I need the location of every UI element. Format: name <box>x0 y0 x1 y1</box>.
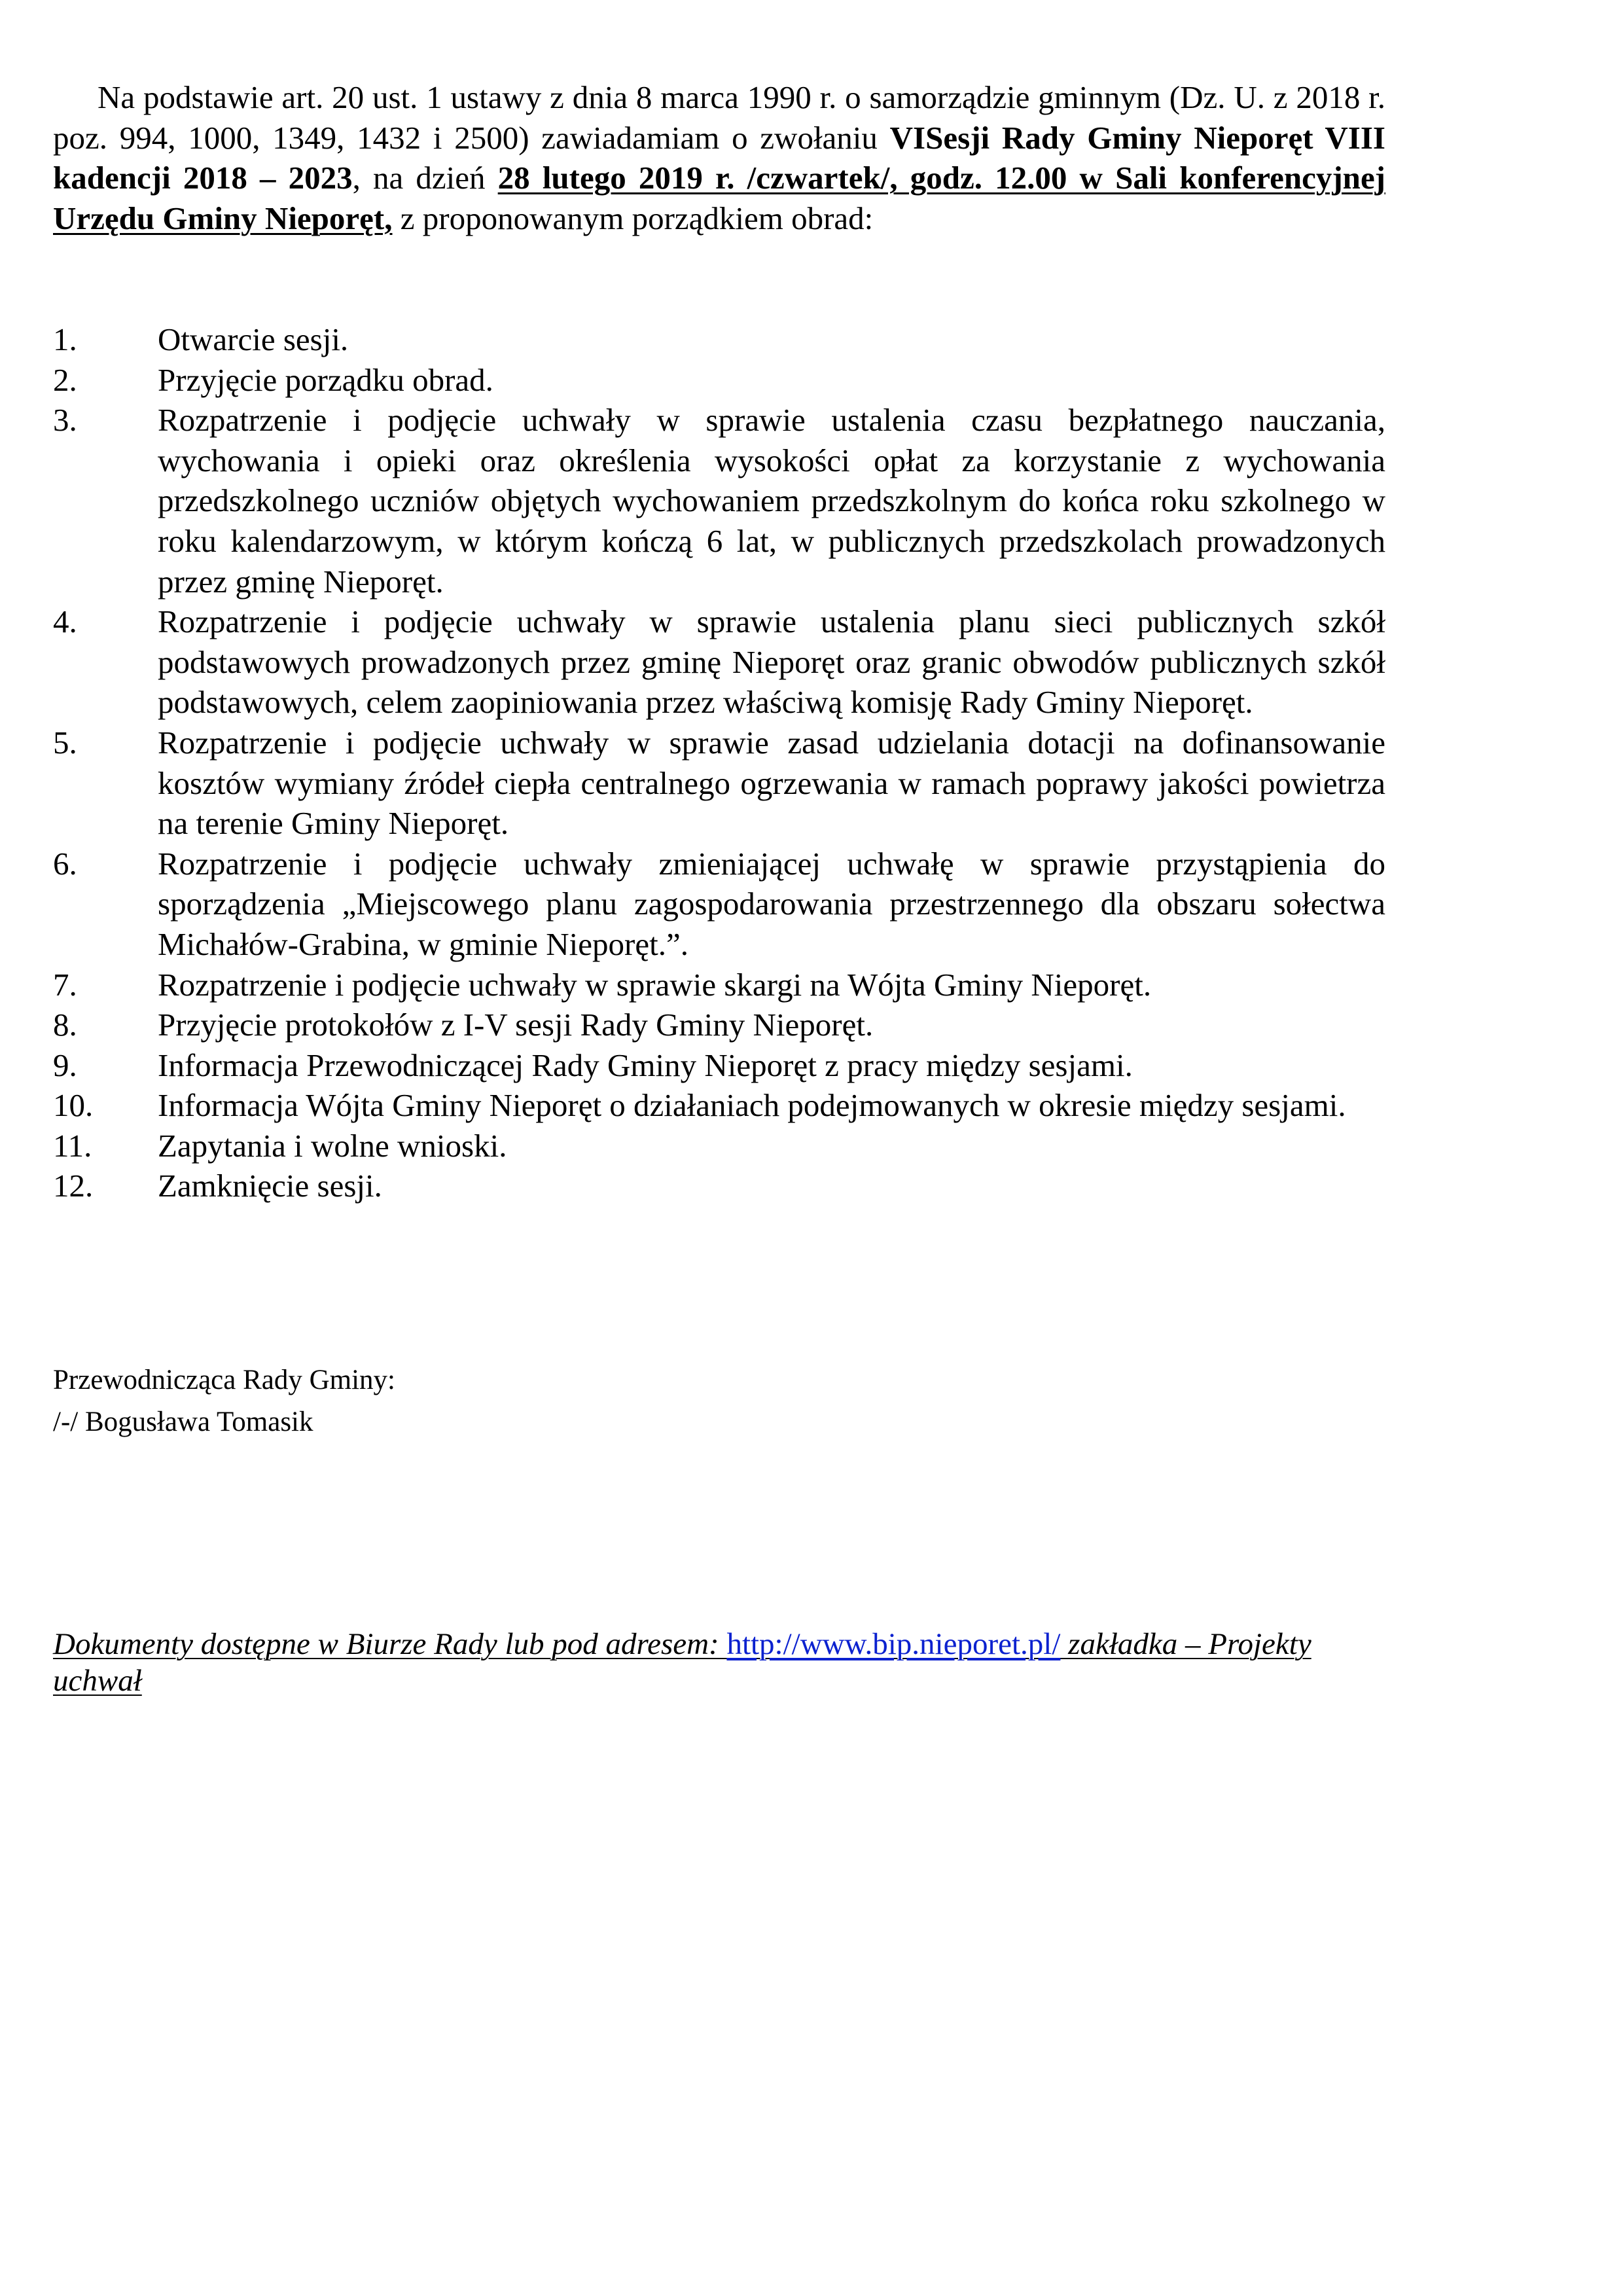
agenda-item-number: 11. <box>53 1127 92 1164</box>
intro-paragraph <box>53 77 1385 238</box>
agenda-item-text: Informacja Przewodniczącej Rady Gminy Nieporęt z pracy między sesjami. <box>158 1047 1133 1083</box>
agenda-item <box>53 319 1385 360</box>
agenda-item-number: 9. <box>53 1047 77 1083</box>
agenda-item-number: 5. <box>53 724 77 761</box>
agenda-item-text: Informacja Wójta Gminy Nieporęt o działaniach podejmowanych w okresie między sesjami. <box>158 1087 1346 1124</box>
agenda-list <box>53 319 1385 1206</box>
signature-block <box>53 1359 395 1443</box>
agenda-item-number: 6. <box>53 845 77 882</box>
agenda-item-text: Rozpatrzenie i podjęcie uchwały w sprawie ustalenia planu sieci publicznych szkół podstawowych prowadzonych przez gminę Nieporęt oraz granic obwodów publicznych szkół podstawowych, celem zaopiniowania przez właściwą komisję Rady Gminy Nieporęt. <box>158 603 1385 721</box>
intro-text-1: Na podstawie art. 20 ust. 1 ustawy z dnia 8 marca 1990 r. o samorządzie gminnym (Dz. U. z 2018 r. poz. 994, 1000, 1349, 1432 i 2500) zawiadamiam o zwołaniu <box>53 79 1385 156</box>
agenda-item-number: 1. <box>53 321 77 357</box>
agenda-item <box>53 1126 1385 1166</box>
agenda-item <box>53 1085 1385 1126</box>
agenda-item <box>53 1166 1385 1206</box>
footer-prefix: Dokumenty dostępne w Biurze Rady lub pod adresem: <box>53 1627 727 1661</box>
signature-role: Przewodnicząca Rady Gminy: <box>53 1365 395 1395</box>
agenda-item <box>53 844 1385 965</box>
agenda-item <box>53 1005 1385 1045</box>
session-title: Sesji Rady Gminy Nieporęt VIII kadencji 2018 – 2023 <box>53 119 1385 196</box>
agenda-item-number: 12. <box>53 1168 94 1204</box>
intro-text-2: , na dzień <box>352 160 498 196</box>
agenda-item-text: Rozpatrzenie i podjęcie uchwały zmieniającej uchwałę w sprawie przystąpienia do sporządzenia „Miejscowego planu zagospodarowania przestrzennego dla obszaru sołectwa Michałów-Grabina, w gminie Nieporęt.”. <box>158 845 1385 962</box>
agenda-item-text: Rozpatrzenie i podjęcie uchwały w sprawie skargi na Wójta Gminy Nieporęt. <box>158 966 1152 1003</box>
intro-text-3: z proponowanym porządkiem obrad: <box>392 200 874 236</box>
agenda-item <box>53 965 1385 1005</box>
agenda-item-number: 10. <box>53 1087 94 1124</box>
session-number: VI <box>889 119 926 156</box>
footer-note <box>53 1626 1385 1699</box>
agenda-item-text: Otwarcie sesji. <box>158 321 349 357</box>
agenda-item-number: 8. <box>53 1007 77 1043</box>
session-date-place: 28 lutego 2019 r. /czwartek/, godz. 12.00 w Sali konferencyjnej Urzędu Gminy Nieporęt, <box>53 160 1386 236</box>
agenda-item <box>53 400 1385 601</box>
agenda-item-text: Rozpatrzenie i podjęcie uchwały w sprawie zasad udzielania dotacji na dofinansowanie kosztów wymiany źródeł ciepła centralnego ogrzewania w ramach poprawy jakości powietrza na terenie Gminy Nieporęt. <box>158 724 1385 842</box>
bip-link[interactable]: http://www.bip.nieporet.pl/ <box>726 1627 1061 1661</box>
agenda-item-text: Zamknięcie sesji. <box>158 1168 382 1204</box>
agenda-item <box>53 360 1385 401</box>
agenda-item-number: 2. <box>53 361 77 398</box>
footer-suffix: zakładka – Projekty uchwał <box>53 1627 1311 1698</box>
agenda-item <box>53 1045 1385 1086</box>
agenda-item-text: Zapytania i wolne wnioski. <box>158 1127 507 1164</box>
agenda-item-text: Przyjęcie porządku obrad. <box>158 361 493 398</box>
agenda-item-number: 3. <box>53 402 77 439</box>
agenda-item-text: Przyjęcie protokołów z I-V sesji Rady Gminy Nieporęt. <box>158 1007 874 1043</box>
agenda-item <box>53 601 1385 723</box>
agenda-item-number: 7. <box>53 966 77 1003</box>
agenda-item <box>53 723 1385 844</box>
signature-name: /-/ Bogusława Tomasik <box>53 1407 313 1437</box>
agenda-item-text: Rozpatrzenie i podjęcie uchwały w sprawie ustalenia czasu bezpłatnego nauczania, wychowania i opieki oraz określenia wysokości opłat za korzystanie z wychowania przedszkolnego uczniów objętych wychowaniem przedszkolnym do końca roku szkolnego w roku kalendarzowym, w którym kończą 6 lat, w publicznych przedszkolach prowadzonych przez gminę Nieporęt. <box>158 402 1385 600</box>
agenda-item-number: 4. <box>53 603 77 640</box>
